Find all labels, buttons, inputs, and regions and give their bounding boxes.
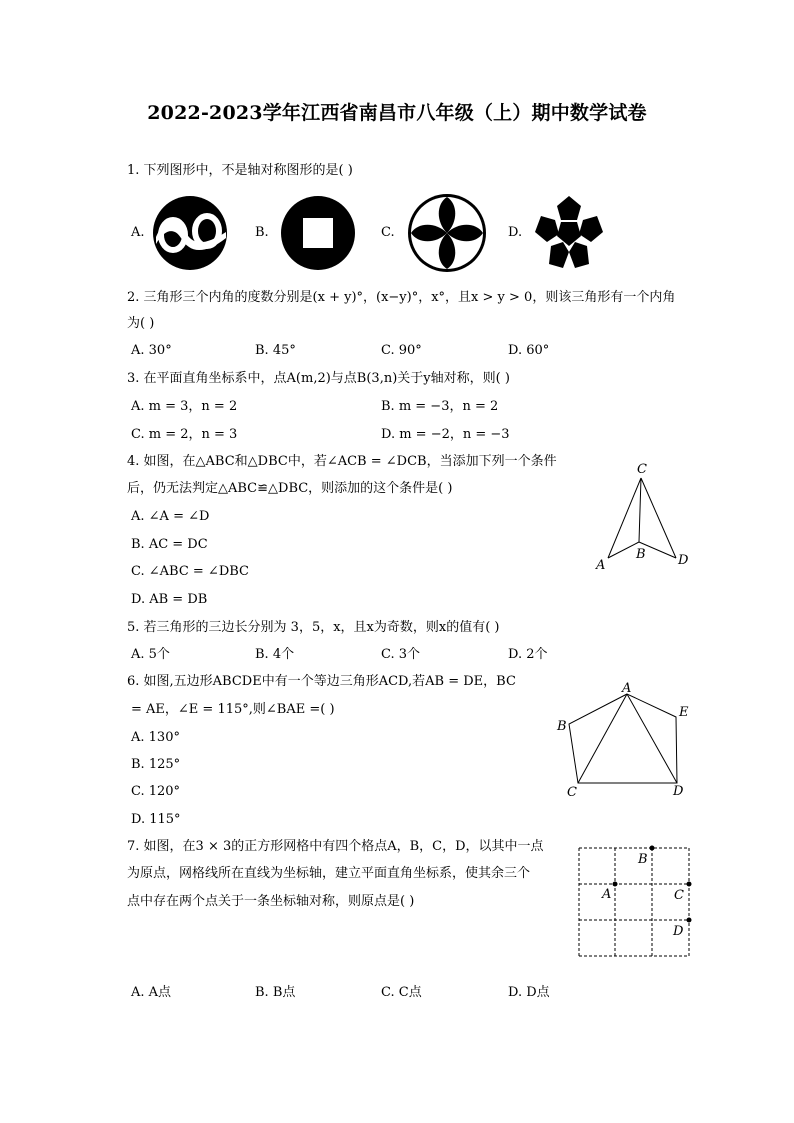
question-2-line-2: 为( ) [127,316,155,331]
q7-label-c: C [674,888,684,903]
q7-label-b: B [638,852,648,867]
q1-figure-c-petal-icon [406,192,488,274]
question-7-line-3: 点中存在两个点关于一条坐标轴对称，则原点是( ) [127,894,415,909]
q4-option-d[interactable]: D. AB = DB [131,592,208,607]
q6-option-c[interactable]: C. 120° [131,784,181,799]
q3-option-d[interactable]: D. m = −2，n = −3 [381,427,510,442]
q7-option-d[interactable]: D. D点 [508,985,550,1000]
question-2-line-1: 2. 三角形三个内角的度数分别是(x + y)°，(x−y)°，x°，且x > y > 0，则该三角形有一个内角 [127,290,676,305]
q1-figure-d-pentagon-flower-icon [531,194,607,272]
question-3-stem: 3. 在平面直角坐标系中，点A(m,2)与点B(3,n)关于y轴对称，则( ) [127,371,510,386]
q4-triangle-figure [592,458,697,573]
q2-option-a[interactable]: A. 30° [131,343,172,358]
q4-option-a[interactable]: A. ∠A = ∠D [131,509,210,524]
question-6-line-2: = AE，∠E = 115°,则∠BAE =( ) [131,702,335,717]
q7-label-d: D [673,924,684,939]
q4-option-c[interactable]: C. ∠ABC = ∠DBC [131,564,249,579]
q1-option-b-label[interactable]: B. [255,225,269,240]
q6-pentagon-figure [553,680,698,800]
question-7-line-2: 为原点，网格线所在直线为坐标轴，建立平面直角坐标系，使其余三个 [127,866,531,881]
q6-label-e: E [679,705,689,720]
q6-option-a[interactable]: A. 130° [131,730,180,745]
question-7-line-1: 7. 如图，在3 × 3的正方形网格中有四个格点A，B，C，D，以其中一点 [127,839,544,854]
q7-point-b [650,846,655,851]
q6-label-c: C [567,785,577,800]
q6-option-b[interactable]: B. 125° [131,757,181,772]
q7-point-c [687,882,692,887]
q3-option-a[interactable]: A. m = 3，n = 2 [131,399,238,414]
q6-label-d: D [673,784,684,799]
q7-option-b[interactable]: B. B点 [255,985,296,1000]
q4-label-c: C [637,462,647,477]
q4-label-b: B [636,547,646,562]
q5-option-c[interactable]: C. 3个 [381,647,421,662]
q7-option-a[interactable]: A. A点 [131,985,172,1000]
q2-option-b[interactable]: B. 45° [255,343,296,358]
q1-option-d-label[interactable]: D. [508,225,523,240]
question-4-line-2: 后，仍无法判定△ABC≌△DBC，则添加的这个条件是( ) [127,481,453,496]
q1-option-c-label[interactable]: C. [381,225,395,240]
question-1-stem: 1. 下列图形中，不是轴对称图形的是( ) [127,163,353,178]
q7-point-d [687,918,692,923]
question-5-stem: 5. 若三角形的三边长分别为 3，5，x，且x为奇数，则x的值有( ) [127,620,500,635]
q6-label-a: A [622,681,632,696]
page-title: 2022-2023学年江西省南昌市八年级（上）期中数学试卷 [147,102,647,124]
q1-figure-a-yin-yang-icon [153,194,229,272]
q1-option-a-label[interactable]: A. [131,225,145,240]
q5-option-b[interactable]: B. 4个 [255,647,295,662]
q7-point-a [613,882,618,887]
q5-option-a[interactable]: A. 5个 [131,647,170,662]
q6-label-b: B [557,719,567,734]
q6-option-d[interactable]: D. 115° [131,812,181,827]
question-4-line-1: 4. 如图，在△ABC和△DBC中，若∠ACB = ∠DCB，当添加下列一个条件 [127,454,557,469]
q1-figure-b-coin-icon [279,194,357,272]
q3-option-c[interactable]: C. m = 2，n = 3 [131,427,238,442]
q7-option-c[interactable]: C. C点 [381,985,422,1000]
q2-option-c[interactable]: C. 90° [381,343,422,358]
q2-option-d[interactable]: D. 60° [508,343,550,358]
question-6-line-1: 6. 如图,五边形ABCDE中有一个等边三角形ACD,若AB = DE，BC [127,674,516,689]
q4-label-a: A [596,558,606,573]
q4-label-d: D [678,553,689,568]
q4-option-b[interactable]: B. AC = DC [131,537,208,552]
q7-grid-figure [576,843,692,961]
q7-label-a: A [602,887,612,902]
q5-option-d[interactable]: D. 2个 [508,647,548,662]
q3-option-b[interactable]: B. m = −3，n = 2 [381,399,499,414]
